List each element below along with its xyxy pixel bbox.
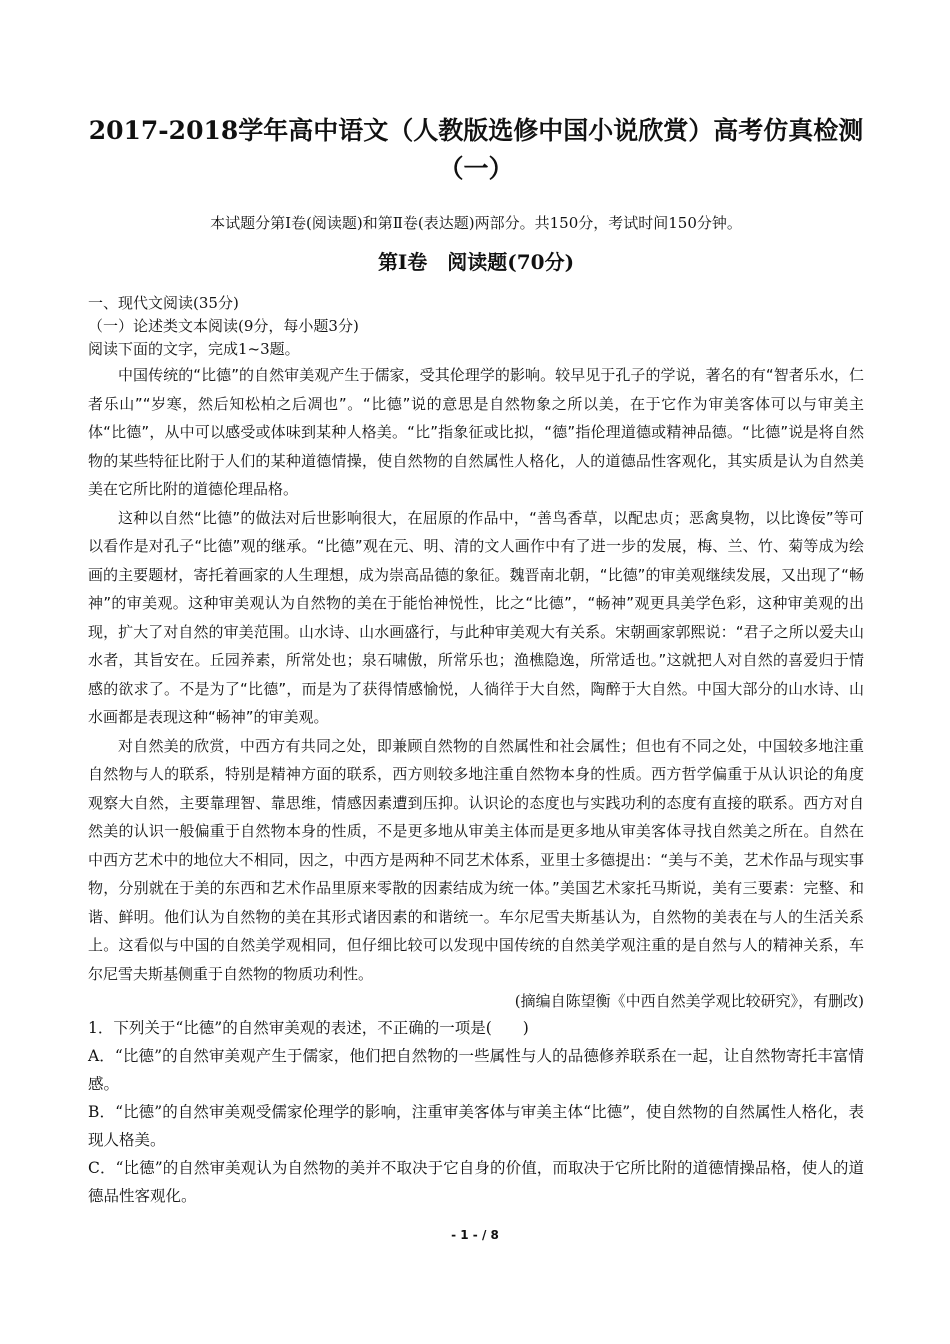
question-1-stem: 1．下列关于“比德”的自然审美观的表述，不正确的一项是( ) (88, 1019, 529, 1037)
document-title: 2017-2018学年高中语文（人教版选修中国小说欣赏）高考仿真检测 (88, 116, 864, 145)
document-page (88, 112, 864, 1210)
question-1-option-b: B．“比德”的自然审美观受儒家伦理学的影响，注重审美客体与审美主体“比德”，使自然物的自然属性人格化，表现人格美。 (88, 1103, 864, 1149)
page-number: - 1 - / 8 (451, 1228, 499, 1242)
reading-instruction: 阅读下面的文字，完成1~3题。 (88, 340, 300, 358)
passage-paragraph-3: 对自然美的欣赏，中西方有共同之处，即兼顾自然物的自然属性和社会属性；但也有不同之处，中国较多地注重自然物与人的联系，特别是精神方面的联系，西方则较多地注重自然物本身的性质。西方哲学偏重于从认识论的角度观察大自然，主要靠理智、靠思维，情感因素遭到压抑。认识论的态度也与实践功利的态度有直接的联系。西方对自然美的认识一般偏重于自然物本身的性质，不是更多地从审美主体而是更多地从审美客体寻找自然美之所在。自然在中西方艺术中的地位大不相同，因之，中西方是两种不同艺术体系，亚里士多德提出：“美与不美，艺术作品与现实事物，分别就在于美的东西和艺术作品里原来零散的因素结成为统一体。”美国艺术家托马斯说，美有三要素：完整、和谐、鲜明。他们认为自然物的美在其形式诸因素的和谐统一。车尔尼雪夫斯基认为，自然物的美表在与人的生活关系上。这看似与中国的自然美学观相同，但仔细比较可以发现中国传统的自然美学观注重的是自然与人的精神关系，车尔尼雪夫斯基侧重于自然物的物质功利性。 (88, 736, 864, 983)
question-1-option-c: C．“比德”的自然审美观认为自然物的美并不取决于它自身的价值，而取决于它所比附的道德情操品格，使人的道德品性客观化。 (88, 1159, 864, 1205)
part-heading: 一、现代文阅读(35分) (88, 294, 239, 312)
passage-paragraph-1: 中国传统的“比德”的自然审美观产生于儒家，受其伦理学的影响。较早见于孔子的学说，著名的有“智者乐水，仁者乐山”“岁寒，然后知松柏之后凋也”。“比德”说的意思是自然物象之所以美，在于它作为审美客体可以与审美主体“比德”，从中可以感受或体味到某种人格美。“比”指象征或比拟，“德”指伦理道德或精神品德。“比德”说是将自然物的某些特征比附于人们的某种道德情操，使自然物的自然属性人格化，人的道德品性客观化，其实质是认为自然美美在它所比附的道德伦理品格。 (88, 366, 864, 498)
question-1-option-a: A．“比德”的自然审美观产生于儒家，他们把自然物的一些属性与人的品德修养联系在一起，让自然物寄托丰富情感。 (88, 1047, 864, 1093)
document-subtitle: （一） (438, 154, 514, 183)
sub-heading: （一）论述类文本阅读(9分，每小题3分) (88, 317, 359, 335)
passage-source: (摘编自陈望衡《中西自然美学观比较研究》，有删改) (514, 992, 864, 1010)
section-title: 第Ⅰ卷 阅读题(70分) (377, 250, 575, 274)
exam-intro: 本试题分第Ⅰ卷(阅读题)和第Ⅱ卷(表达题)两部分。共150分，考试时间150分钟。 (210, 214, 742, 232)
passage-paragraph-2: 这种以自然“比德”的做法对后世影响很大，在屈原的作品中，“善鸟香草，以配忠贞；恶禽臭物，以比谗佞”等可以看作是对孔子“比德”观的继承。“比德”观在元、明、清的文人画作中有了进一步的发展，梅、兰、竹、菊等成为绘画的主要题材，寄托着画家的人生理想，成为崇高品德的象征。魏晋南北朝，“比德”的审美观继续发展，又出现了“畅神”的审美观。这种审美观认为自然物的美在于能怡神悦性，比之“比德”，“畅神”观更具美学色彩，这种审美观的出现，扩大了对自然的审美范围。山水诗、山水画盛行，与此种审美观大有关系。宋朝画家郭熙说：“君子之所以爱夫山水者，其旨安在。丘园养素，所常处也；泉石啸傲，所常乐也；渔樵隐逸，所常适也。”这就把人对自然的喜爱归于情感的欲求了。不是为了“比德”，而是为了获得情感愉悦，人徜徉于大自然，陶醉于大自然。中国大部分的山水诗、山水画都是表现这种“畅神”的审美观。 (88, 508, 864, 726)
